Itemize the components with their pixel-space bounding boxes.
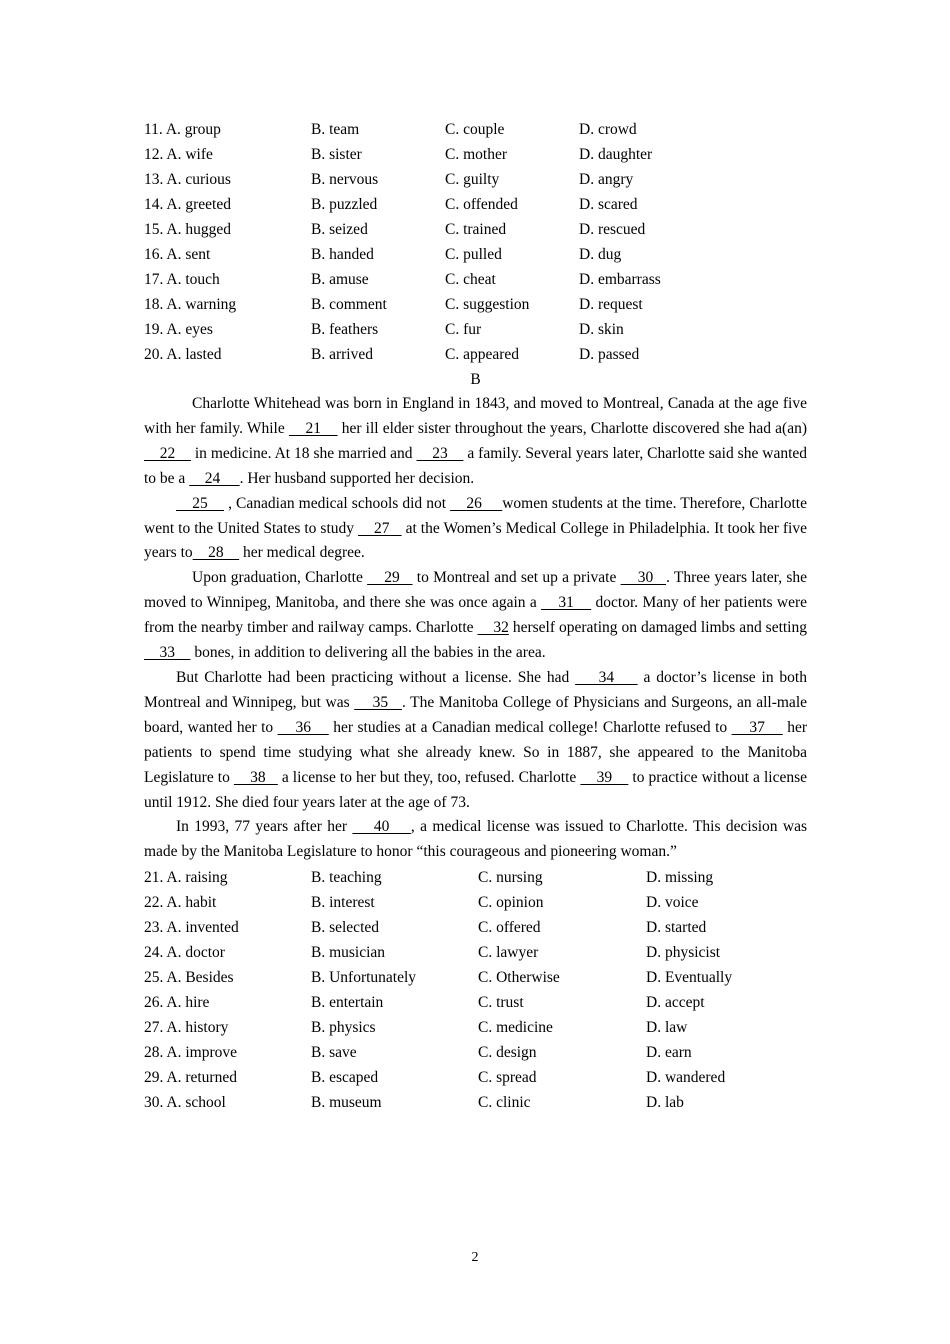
- option-row: [144, 1040, 807, 1065]
- option-c: C. guilty: [445, 171, 500, 188]
- option-d: D. lab: [646, 1094, 684, 1112]
- blank-37: 37: [731, 718, 783, 736]
- option-b: B. handed: [311, 246, 374, 263]
- blank-27: 27: [358, 519, 402, 537]
- blank-25: 25: [176, 494, 225, 512]
- passage-text: doctor. Many of her patients were from the nearby timber and railway camps. Charlotte: [144, 594, 808, 637]
- option-c: C. design: [478, 1044, 537, 1062]
- passage-text: to Montreal and set up a private: [412, 569, 621, 587]
- option-b: B. feathers: [311, 321, 379, 338]
- option-d: D. wandered: [646, 1069, 726, 1087]
- blank-35: 35: [354, 693, 402, 711]
- option-d: D. rescued: [579, 221, 646, 238]
- blank-39: 39: [580, 768, 629, 786]
- page-number: 2: [471, 1250, 479, 1265]
- option-a: 13. A. curious: [144, 171, 231, 188]
- passage-text: But Charlotte had been practicing without a license. She had: [176, 668, 576, 686]
- option-b: B. entertain: [311, 994, 384, 1012]
- blank-33: 33: [144, 644, 191, 662]
- passage-text: a license to her but they, too, refused. Charlotte: [277, 768, 581, 786]
- option-a: 11. A. group: [144, 121, 221, 138]
- passage-text: , Canadian medical schools did not: [224, 494, 451, 512]
- option-d: D. skin: [579, 321, 624, 338]
- option-a: 25. A. Besides: [144, 969, 234, 987]
- paragraph-2: [144, 492, 807, 567]
- option-a: 26. A. hire: [144, 994, 210, 1012]
- option-c: C. offended: [445, 196, 518, 213]
- blank-28: 28: [192, 544, 240, 562]
- option-c: C. fur: [445, 321, 482, 338]
- option-c: C. nursing: [478, 869, 543, 887]
- passage-text: in medicine. At 18 she married and: [190, 444, 417, 462]
- option-row: [144, 1065, 807, 1090]
- option-a: 21. A. raising: [144, 869, 228, 887]
- option-row: [144, 142, 807, 167]
- option-a: 29. A. returned: [144, 1069, 237, 1087]
- option-row: [144, 292, 807, 317]
- option-b: B. team: [311, 121, 360, 138]
- passage-text: . Her husband supported her decision.: [239, 469, 475, 487]
- option-c: C. suggestion: [445, 296, 530, 313]
- option-a: 14. A. greeted: [144, 196, 231, 213]
- option-d: D. earn: [646, 1044, 692, 1062]
- option-b: B. interest: [311, 894, 375, 912]
- option-row: [144, 117, 807, 142]
- option-c: C. opinion: [478, 894, 544, 912]
- paragraph-5: [144, 815, 807, 865]
- option-c: C. mother: [445, 146, 507, 163]
- option-c: C. pulled: [445, 246, 502, 263]
- option-d: D. voice: [646, 894, 699, 912]
- option-a: 24. A. doctor: [144, 944, 225, 962]
- option-d: D. passed: [579, 346, 640, 363]
- option-d: D. scared: [579, 196, 638, 213]
- option-b: B. teaching: [311, 869, 382, 887]
- passage-text: to practice without a license until 1912. She died four years later at the age of 73.: [144, 768, 808, 811]
- passage-text: her patients to spend time studying what she already knew. So in 1887, she appeared to the Manitoba Legislature to: [144, 718, 808, 786]
- passage-text: at the Women’s Medical College in Philadelphia. It took her five years to: [144, 519, 807, 562]
- blank-34: 34: [575, 668, 638, 686]
- option-c: C. couple: [445, 121, 505, 138]
- paragraph-1: [144, 392, 807, 492]
- option-row: [144, 1090, 807, 1115]
- option-row: [144, 890, 807, 915]
- blank-24: 24: [189, 469, 240, 487]
- option-d: D. dug: [579, 246, 622, 263]
- passage-text: women students at the time. Therefore, Charlotte went to the United States to study: [144, 494, 807, 537]
- blank-21: 21: [288, 419, 338, 437]
- option-b: B. comment: [311, 296, 387, 313]
- passage-text: In 1993, 77 years after her: [176, 818, 353, 836]
- option-b: B. nervous: [311, 171, 379, 188]
- option-a: 18. A. warning: [144, 296, 237, 313]
- option-a: 15. A. hugged: [144, 221, 231, 238]
- option-b: B. physics: [311, 1019, 376, 1037]
- option-row: [144, 940, 807, 965]
- option-c: C. lawyer: [478, 944, 539, 962]
- option-d: D. request: [579, 296, 643, 313]
- option-a: 27. A. history: [144, 1019, 229, 1037]
- option-a: 19. A. eyes: [144, 321, 213, 338]
- passage-text: Charlotte Whitehead was born in England in 1843, and moved to Montreal, Canada at the age five with her family. While: [144, 395, 807, 437]
- option-row: [144, 192, 807, 217]
- option-b: B. sister: [311, 146, 362, 163]
- option-b: B. arrived: [311, 346, 373, 363]
- option-a: 17. A. touch: [144, 271, 220, 288]
- blank-36: 36: [277, 718, 329, 736]
- option-c: C. clinic: [478, 1094, 531, 1112]
- paragraph-3: [144, 566, 807, 666]
- option-b: B. Unfortunately: [311, 969, 417, 987]
- option-b: B. museum: [311, 1094, 382, 1112]
- blank-29: 29: [367, 569, 413, 587]
- option-c: C. spread: [478, 1069, 537, 1087]
- option-c: C. medicine: [478, 1019, 553, 1037]
- passage-text: a doctor’s license in both Montreal and Winnipeg, but was: [144, 668, 807, 711]
- page-content: [144, 117, 807, 1115]
- option-row: [144, 915, 807, 940]
- option-d: D. embarrass: [579, 271, 661, 288]
- option-c: C. trained: [445, 221, 507, 238]
- option-row: [144, 217, 807, 242]
- option-d: D. crowd: [579, 121, 637, 138]
- options-list-21-30: [144, 865, 807, 1115]
- option-row: [144, 242, 807, 267]
- passage-text: . The Manitoba College of Physicians and Surgeons, an all-male board, wanted her to: [144, 693, 807, 736]
- blank-22: 22: [144, 444, 191, 462]
- option-d: D. Eventually: [646, 969, 733, 987]
- option-a: 16. A. sent: [144, 246, 211, 263]
- option-c: C. cheat: [445, 271, 496, 288]
- option-c: C. appeared: [445, 346, 520, 363]
- option-row: [144, 990, 807, 1015]
- option-a: 20. A. lasted: [144, 346, 222, 363]
- section-label: B: [470, 371, 481, 388]
- option-b: B. save: [311, 1044, 357, 1062]
- passage-text: a family. Several years later, Charlotte said she wanted to be a: [144, 444, 808, 487]
- option-row: [144, 865, 807, 890]
- option-d: D. missing: [646, 869, 714, 887]
- passage-text: her ill elder sister throughout the years, Charlotte discovered she had a(an): [337, 419, 808, 437]
- blank-38: 38: [233, 768, 278, 786]
- option-row: [144, 342, 807, 367]
- paragraph-4: [144, 666, 807, 815]
- option-c: C. trust: [478, 994, 524, 1012]
- blank-40: 40: [352, 818, 411, 836]
- option-row: [144, 1015, 807, 1040]
- blank-32: 32: [477, 619, 509, 637]
- option-b: B. musician: [311, 944, 386, 962]
- options-list-11-20: [144, 117, 807, 367]
- option-a: 12. A. wife: [144, 146, 213, 163]
- option-row: [144, 167, 807, 192]
- option-c: C. offered: [478, 919, 541, 937]
- option-d: D. daughter: [579, 146, 653, 163]
- option-d: D. law: [646, 1019, 688, 1037]
- passage-text: bones, in addition to delivering all the babies in the area.: [190, 644, 546, 662]
- blank-23: 23: [416, 444, 464, 462]
- option-d: D. accept: [646, 994, 705, 1012]
- passage-text: her studies at a Canadian medical college! Charlotte refused to: [328, 718, 732, 736]
- passage-text: . Three years later, she moved to Winnipeg, Manitoba, and there she was once again a: [144, 569, 808, 612]
- option-a: 30. A. school: [144, 1094, 226, 1112]
- option-d: D. physicist: [646, 944, 721, 962]
- option-a: 22. A. habit: [144, 894, 217, 912]
- passage-text: , a medical license was issued to Charlotte. This decision was made by the Manitoba Legislature to honor “this courageous and pioneering woman.”: [144, 818, 808, 861]
- option-b: B. amuse: [311, 271, 369, 288]
- option-row: [144, 965, 807, 990]
- blank-31: 31: [541, 594, 592, 612]
- passage-text: herself operating on damaged limbs and setting: [508, 619, 807, 637]
- option-c: C. Otherwise: [478, 969, 560, 987]
- passage-text: her medical degree.: [239, 544, 365, 562]
- option-b: B. escaped: [311, 1069, 379, 1087]
- blank-26: 26: [450, 494, 503, 512]
- option-b: B. puzzled: [311, 196, 378, 213]
- option-a: 23. A. invented: [144, 919, 239, 937]
- option-d: D. angry: [579, 171, 634, 188]
- option-b: B. seized: [311, 221, 368, 238]
- blank-30: 30: [620, 569, 667, 587]
- option-row: [144, 317, 807, 342]
- option-d: D. started: [646, 919, 707, 937]
- option-b: B. selected: [311, 919, 380, 937]
- passage-text: Upon graduation, Charlotte: [192, 569, 368, 587]
- option-row: [144, 267, 807, 292]
- option-a: 28. A. improve: [144, 1044, 237, 1062]
